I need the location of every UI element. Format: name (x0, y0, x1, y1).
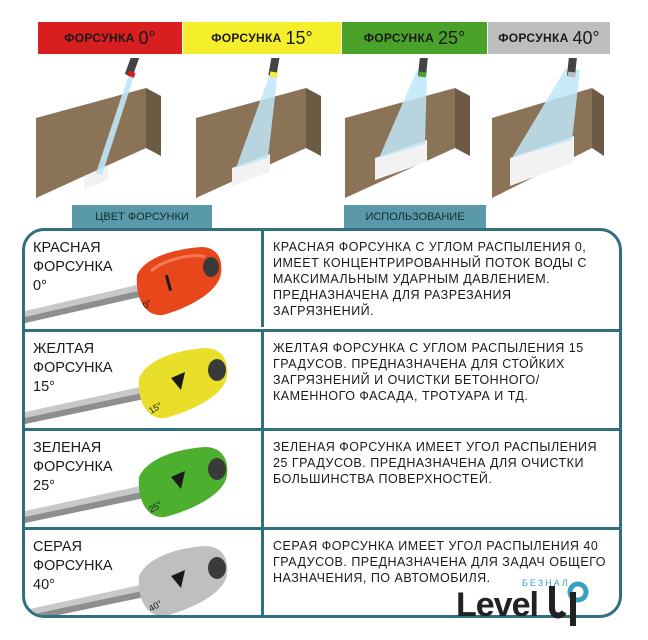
logo-top-text: БЕЗНАЛ (522, 578, 570, 588)
header-gray (488, 22, 610, 54)
nozzle-name-line: ЗЕЛЕНАЯ (33, 440, 102, 456)
nozzle-name (33, 538, 133, 595)
nozzle-name-line: 40° (33, 577, 55, 593)
nozzle-description: СЕРАЯ ФОРСУНКА ИМЕЕТ УГОЛ РАСПЫЛЕНИЯ 40 ГРАДУСОВ. ПРЕДНАЗНАЧЕНА ДЛЯ ЗАДАЧ ОБЩЕГО НАЗНАЧЕНИЯ, ПО АВТОМОБИЛЯ. (273, 539, 606, 585)
nozzle-description: ЖЕЛТАЯ ФОРСУНКА С УГЛОМ РАСПЫЛЕНИЯ 15 ГРАДУСОВ. ПРЕДНАЗНАЧЕНА ДЛЯ СТОЙКИХ ЗАГРЯЗНЕНИЙ И ОЧИСТКИ БЕТОННОГО/КАМЕННОГО ФАСАДА, ТРОТУАРА И ТД. (273, 341, 584, 403)
nozzle-name (33, 340, 133, 397)
header-degree: 15° (285, 27, 313, 48)
nozzle-tip-label: 15° (147, 400, 164, 416)
tab-nozzle-color (72, 205, 212, 229)
level-up-logo (456, 576, 606, 632)
header-green (342, 22, 487, 54)
nozzle-table (22, 228, 622, 618)
header-degree: 0° (138, 27, 156, 48)
tab-label: ИСПОЛЬЗОВАНИЕ (365, 211, 465, 223)
nozzle-tip-label: 40° (147, 598, 164, 614)
header-label: ФОРСУНКА (363, 31, 435, 45)
header-degree: 25° (438, 27, 466, 48)
spray-illustration-0 (36, 58, 196, 198)
description-cell (261, 231, 619, 327)
nozzle-cell (25, 231, 261, 327)
nozzle-tip-label: 0° (141, 297, 154, 311)
description-cell (261, 431, 619, 527)
table-row (25, 431, 619, 527)
nozzle-cell (25, 332, 261, 428)
spray-illustration-25 (345, 58, 505, 198)
nozzle-cell (25, 530, 261, 618)
nozzle-name (33, 439, 133, 496)
nozzle-description: ЗЕЛЕНАЯ ФОРСУНКА ИМЕЕТ УГОЛ РАСПЫЛЕНИЯ 25 ГРАДУСОВ. ПРЕДНАЗНАЧЕНА ДЛЯ ОЧИСТКИ БОЛЬШИНСТВА ПОВЕРХНОСТЕЙ. (273, 440, 598, 486)
nozzle-name-line: ФОРСУНКА (33, 360, 113, 376)
nozzle-name-line: ФОРСУНКА (33, 259, 113, 275)
logo-up-mark (546, 578, 590, 630)
tab-usage (344, 205, 486, 229)
nozzle-description: КРАСНАЯ ФОРСУНКА С УГЛОМ РАСПЫЛЕНИЯ 0, ИМЕЕТ КОНЦЕНТРИРОВАННЫЙ ПОТОК ВОДЫ С МАКСИМАЛЬНЫМ УДАРНЫМ ДАВЛЕНИЕМ. ПРЕДНАЗНАЧЕНА ДЛЯ РАЗРЕЗАНИЯ ЗАГРЯЗНЕНИЙ. (273, 240, 587, 318)
nozzle-name (33, 239, 133, 296)
nozzle-name-line: КРАСНАЯ (33, 240, 101, 256)
header-label: ФОРСУНКА (64, 31, 135, 45)
tab-label: ЦВЕТ ФОРСУНКИ (95, 211, 189, 223)
description-cell (261, 332, 619, 428)
nozzle-name-line: 15° (33, 379, 55, 395)
spray-illustration-40 (492, 58, 608, 198)
header-red (38, 22, 182, 54)
nozzle-name-line: ФОРСУНКА (33, 459, 113, 475)
nozzle-name-line: 0° (33, 278, 47, 294)
nozzle-cell (25, 431, 261, 527)
nozzle-tip-label: 25° (147, 499, 164, 515)
logo-main-text: Level (456, 586, 538, 624)
spray-illustration-15 (196, 58, 356, 198)
nozzle-name-line: ФОРСУНКА (33, 558, 113, 574)
table-row (25, 332, 619, 428)
nozzle-name-line: СЕРАЯ (33, 539, 82, 555)
header-label: ФОРСУНКА (211, 31, 282, 45)
table-row (25, 231, 619, 327)
nozzle-name-line: 25° (33, 478, 55, 494)
header-degree: 40° (572, 27, 600, 48)
header-label: ФОРСУНКА (498, 31, 569, 45)
nozzle-name-line: ЖЕЛТАЯ (33, 341, 95, 357)
header-yellow (183, 22, 341, 54)
